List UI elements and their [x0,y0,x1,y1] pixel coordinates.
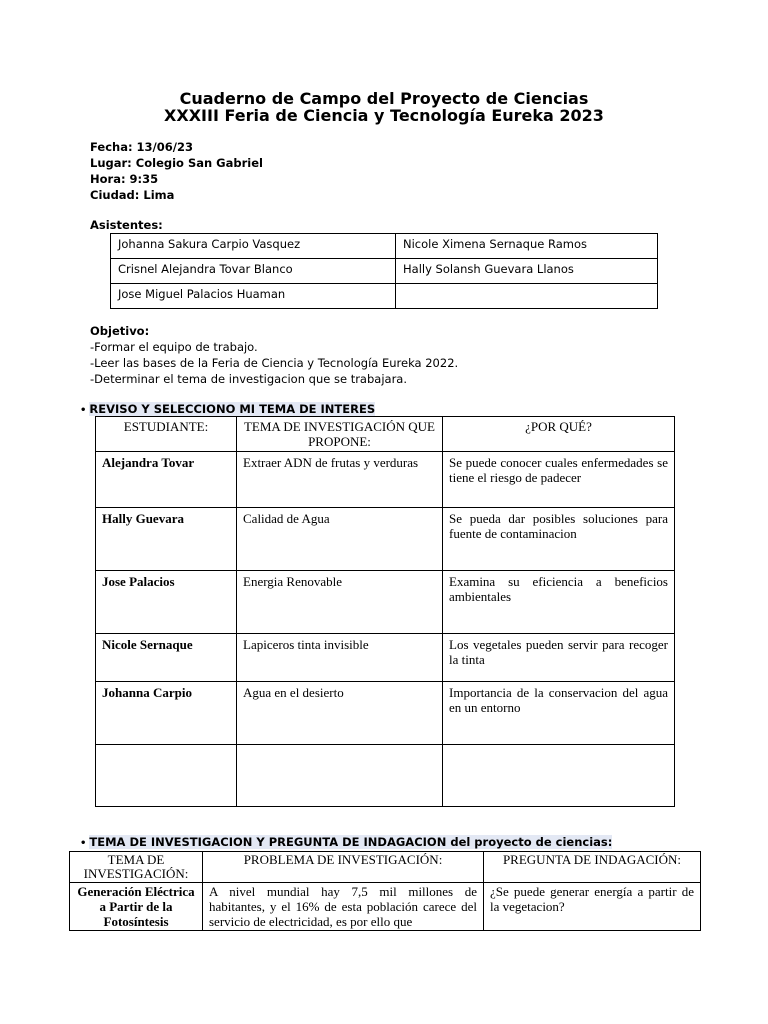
student-name: Johanna Carpio [96,682,237,745]
student-name: Jose Palacios [96,571,237,634]
asistentes-table [110,233,658,309]
table-row [111,259,658,284]
reason-cell: Los vegetales pueden servir para recoger la tinta [443,634,675,682]
research-question-table [69,851,701,931]
meta-lugar: Lugar: Colegio San Gabriel [90,156,263,170]
topics-table [95,416,675,807]
student-name: Nicole Sernaque [96,634,237,682]
table-cell: Nicole Ximena Sernaque Ramos [396,234,658,259]
objetivo-label: Objetivo: [90,324,150,338]
table-row [111,284,658,309]
reason-cell: Se puede conocer cuales enfermedades se tiene el riesgo de padecer [443,452,675,508]
topic-cell: Lapiceros tinta invisible [237,634,443,682]
table-header-row [96,417,675,452]
section1-heading-text: REVISO Y SELECCIONO MI TEMA DE INTERES [89,402,376,416]
column-header: TEMA DE INVESTIGACIÓN QUE PROPONE: [237,417,443,452]
reason-cell: Se pueda dar posibles soluciones para fuente de contaminacion [443,508,675,571]
student-name: Hally Guevara [96,508,237,571]
table-row [96,452,675,508]
empty-cell [237,745,443,807]
topic-cell: Agua en el desierto [237,682,443,745]
table-row [96,571,675,634]
topic-cell: Calidad de Agua [237,508,443,571]
table-row [70,883,701,931]
column-header: TEMA DE INVESTIGACIÓN: [70,852,203,883]
document-subtitle: XXXIII Feria de Ciencia y Tecnología Eureka 2023 [164,106,604,125]
objetivo-item: -Formar el equipo de trabajo. [90,340,258,354]
empty-cell [96,745,237,807]
research-question: ¿Se puede generar energía a partir de la vegetacion? [484,883,701,931]
meta-ciudad: Ciudad: Lima [90,188,175,202]
reason-cell: Examina su eficiencia a beneficios ambientales [443,571,675,634]
topic-cell: Energia Renovable [237,571,443,634]
column-header: PREGUNTA DE INDAGACIÓN: [484,852,701,883]
research-problem [203,883,484,931]
document-title: Cuaderno de Campo del Proyecto de Ciencias [179,89,589,108]
table-cell [396,284,658,309]
research-problem-text: A nivel mundial hay 7,5 mil millones de habitantes, y el 16% de esta población carece del servicio de electricidad, es por ello que [209,884,477,929]
column-header: ESTUDIANTE: [96,417,237,452]
table-row [111,234,658,259]
table-header-row [70,852,701,883]
empty-cell [443,745,675,807]
column-header: PROBLEMA DE INVESTIGACIÓN: [203,852,484,883]
asistentes-label: Asistentes: [90,218,163,232]
bullet-icon: • [80,405,87,416]
table-row [96,634,675,682]
table-row [96,508,675,571]
topic-cell: Extraer ADN de frutas y verduras [237,452,443,508]
section2-heading [80,834,612,852]
table-cell: Crisnel Alejandra Tovar Blanco [111,259,396,284]
objetivo-item: -Leer las bases de la Feria de Ciencia y Tecnología Eureka 2022. [90,356,459,370]
table-cell: Jose Miguel Palacios Huaman [111,284,396,309]
section2-heading-highlight: TEMA DE INVESTIGACION Y PREGUNTA DE INDAGACION [89,835,447,849]
research-topic: Generación Eléctrica a Partir de la Fotosíntesis [70,883,203,931]
reason-cell: Importancia de la conservacion del agua en un entorno [443,682,675,745]
section2-heading-rest: del proyecto de ciencias: [446,835,613,849]
meta-hora: Hora: 9:35 [90,172,159,186]
table-row [96,745,675,807]
table-cell: Johanna Sakura Carpio Vasquez [111,234,396,259]
column-header: ¿POR QUÉ? [443,417,675,452]
table-row [96,682,675,745]
objetivo-item: -Determinar el tema de investigacion que se trabajara. [90,372,408,386]
student-name: Alejandra Tovar [96,452,237,508]
bullet-icon: • [80,838,87,849]
meta-fecha: Fecha: 13/06/23 [90,140,193,154]
table-cell: Hally Solansh Guevara Llanos [396,259,658,284]
